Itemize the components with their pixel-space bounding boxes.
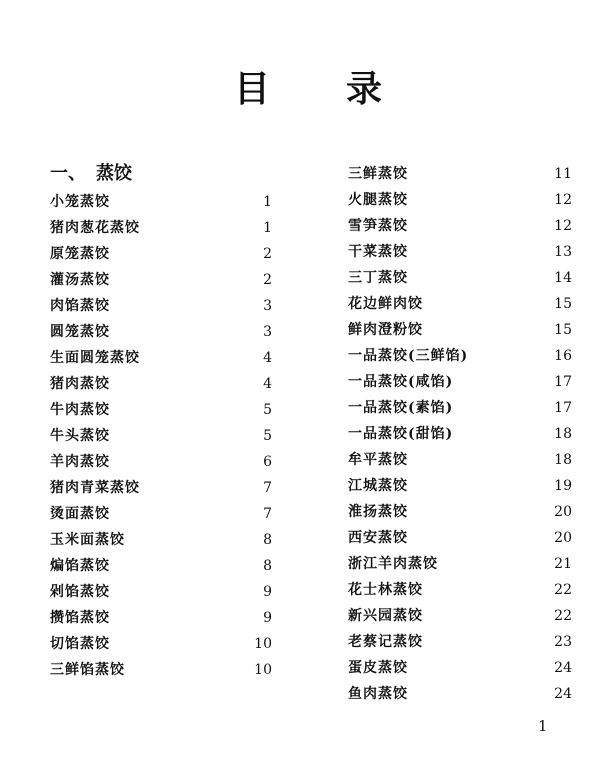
toc-entry <box>348 447 572 473</box>
toc-entry <box>348 239 572 265</box>
toc-entry-title: 新兴园蒸饺 <box>348 608 423 624</box>
toc-entry-title: 玉米面蒸饺 <box>50 532 125 548</box>
toc-entry-page: 19 <box>554 478 572 494</box>
toc-entry-title: 一品蒸饺(素馅) <box>348 400 454 416</box>
toc-entry <box>348 265 572 291</box>
toc-entry <box>348 551 572 577</box>
toc-entry-page: 9 <box>263 584 272 600</box>
toc-entry-title: 浙江羊肉蒸饺 <box>348 556 438 572</box>
toc-entry-title: 三丁蒸饺 <box>348 270 408 286</box>
toc-entry-page: 17 <box>554 374 572 390</box>
toc-entry-title: 灌汤蒸饺 <box>50 272 110 288</box>
toc-entry <box>50 501 272 527</box>
toc-entry-title: 三鲜馅蒸饺 <box>50 662 125 678</box>
toc-entry <box>348 681 572 707</box>
toc-entry <box>50 371 272 397</box>
toc-entry-page: 18 <box>554 452 572 468</box>
toc-entry-page: 2 <box>263 246 272 262</box>
toc-entry <box>50 449 272 475</box>
toc-entry <box>50 475 272 501</box>
toc-entry <box>50 267 272 293</box>
toc-entry-title: 蛋皮蒸饺 <box>348 660 408 676</box>
toc-entry-page: 24 <box>554 686 572 702</box>
toc-entry-page: 11 <box>554 166 572 182</box>
toc-entry-page: 3 <box>263 324 272 340</box>
toc-entry-page: 7 <box>263 480 272 496</box>
toc-entry-page: 10 <box>254 662 272 678</box>
toc-entry <box>50 189 272 215</box>
toc-entry-page: 23 <box>554 634 572 650</box>
toc-entry-title: 肉馅蒸饺 <box>50 298 110 314</box>
toc-entry <box>348 499 572 525</box>
toc-entry <box>348 395 572 421</box>
toc-entry-page: 10 <box>254 636 272 652</box>
toc-entry-page: 5 <box>263 402 272 418</box>
toc-entry-page: 16 <box>554 348 572 364</box>
toc-entry <box>348 577 572 603</box>
toc-entry <box>50 657 272 683</box>
toc-entry-title: 煸馅蒸饺 <box>50 558 110 574</box>
toc-entry-page: 9 <box>263 610 272 626</box>
toc-entry-page: 8 <box>263 558 272 574</box>
toc-entry-page: 8 <box>263 532 272 548</box>
toc-entry-title: 切馅蒸饺 <box>50 636 110 652</box>
toc-entry <box>50 579 272 605</box>
toc-entry-title: 一品蒸饺(咸馅) <box>348 374 454 390</box>
toc-entry-title: 一品蒸饺(三鲜馅) <box>348 348 469 364</box>
toc-entry <box>348 421 572 447</box>
toc-entry-title: 猪肉葱花蒸饺 <box>50 220 140 236</box>
toc-entry <box>50 293 272 319</box>
section-name: 蒸饺 <box>96 163 132 184</box>
toc-entry <box>348 161 572 187</box>
toc-entry <box>348 187 572 213</box>
toc-entry-page: 15 <box>554 322 572 338</box>
toc-entry <box>348 213 572 239</box>
toc-entry-page: 6 <box>263 454 272 470</box>
toc-entry-title: 剁馅蒸饺 <box>50 584 110 600</box>
toc-column-right <box>348 161 572 707</box>
toc-entry <box>348 369 572 395</box>
toc-entry <box>50 631 272 657</box>
toc-entry-title: 羊肉蒸饺 <box>50 454 110 470</box>
page-title-char: 目 <box>234 69 271 110</box>
toc-entry-page: 22 <box>554 582 572 598</box>
toc-entry-title: 小笼蒸饺 <box>50 194 110 210</box>
toc-entry-title: 一品蒸饺(甜馅) <box>348 426 454 442</box>
toc-entry-page: 13 <box>554 244 572 260</box>
toc-entry <box>50 241 272 267</box>
toc-entry-title: 火腿蒸饺 <box>348 192 408 208</box>
toc-entry-page: 7 <box>263 506 272 522</box>
toc-entry <box>50 605 272 631</box>
toc-entry-title: 江城蒸饺 <box>348 478 408 494</box>
toc-entry-title: 猪肉青菜蒸饺 <box>50 480 140 496</box>
section-heading <box>50 160 132 188</box>
toc-entry-page: 1 <box>263 194 272 210</box>
toc-column-left <box>50 189 272 683</box>
toc-entry <box>348 291 572 317</box>
toc-entry-title: 干菜蒸饺 <box>348 244 408 260</box>
toc-entry <box>348 629 572 655</box>
toc-entry-page: 15 <box>554 296 572 312</box>
toc-entry-title: 猪肉蒸饺 <box>50 376 110 392</box>
section-number: 一、 <box>50 163 86 184</box>
toc-entry-page: 18 <box>554 426 572 442</box>
toc-entry-page: 5 <box>263 428 272 444</box>
toc-entry <box>348 603 572 629</box>
toc-entry-title: 花士林蒸饺 <box>348 582 423 598</box>
toc-entry <box>50 215 272 241</box>
toc-entry <box>348 343 572 369</box>
toc-entry <box>348 525 572 551</box>
toc-entry-title: 鱼肉蒸饺 <box>348 686 408 702</box>
toc-entry-page: 20 <box>554 530 572 546</box>
toc-entry <box>50 397 272 423</box>
toc-entry-page: 24 <box>554 660 572 676</box>
toc-entry-page: 21 <box>554 556 572 572</box>
toc-entry <box>50 319 272 345</box>
toc-entry <box>50 527 272 553</box>
toc-entry-page: 1 <box>263 220 272 236</box>
toc-entry-title: 三鲜蒸饺 <box>348 166 408 182</box>
toc-entry-title: 花边鲜肉饺 <box>348 296 423 312</box>
toc-entry-title: 牟平蒸饺 <box>348 452 408 468</box>
page-title <box>0 68 609 112</box>
toc-entry-page: 4 <box>263 376 272 392</box>
toc-entry-page: 17 <box>554 400 572 416</box>
toc-entry-title: 牛头蒸饺 <box>50 428 110 444</box>
toc-entry-title: 淮扬蒸饺 <box>348 504 408 520</box>
toc-entry-title: 烫面蒸饺 <box>50 506 110 522</box>
toc-entry-page: 4 <box>263 350 272 366</box>
toc-entry-title: 牛肉蒸饺 <box>50 402 110 418</box>
toc-entry-page: 12 <box>554 192 572 208</box>
toc-entry-title: 圆笼蒸饺 <box>50 324 110 340</box>
page-title-char: 录 <box>346 69 383 110</box>
toc-entry <box>50 345 272 371</box>
toc-entry-title: 攒馅蒸饺 <box>50 610 110 626</box>
toc-entry-title: 雪笋蒸饺 <box>348 218 408 234</box>
toc-entry-title: 老蔡记蒸饺 <box>348 634 423 650</box>
toc-entry <box>348 473 572 499</box>
toc-entry-page: 3 <box>263 298 272 314</box>
toc-entry-page: 22 <box>554 608 572 624</box>
toc-entry-title: 生面圆笼蒸饺 <box>50 350 140 366</box>
toc-entry <box>348 317 572 343</box>
toc-entry-page: 20 <box>554 504 572 520</box>
toc-entry <box>348 655 572 681</box>
page-number: 1 <box>538 717 548 735</box>
toc-entry <box>50 553 272 579</box>
toc-entry-title: 鲜肉澄粉饺 <box>348 322 423 338</box>
toc-entry-page: 2 <box>263 272 272 288</box>
toc-entry-title: 西安蒸饺 <box>348 530 408 546</box>
toc-entry-page: 12 <box>554 218 572 234</box>
toc-entry-page: 14 <box>554 270 572 286</box>
toc-entry-title: 原笼蒸饺 <box>50 246 110 262</box>
toc-entry <box>50 423 272 449</box>
